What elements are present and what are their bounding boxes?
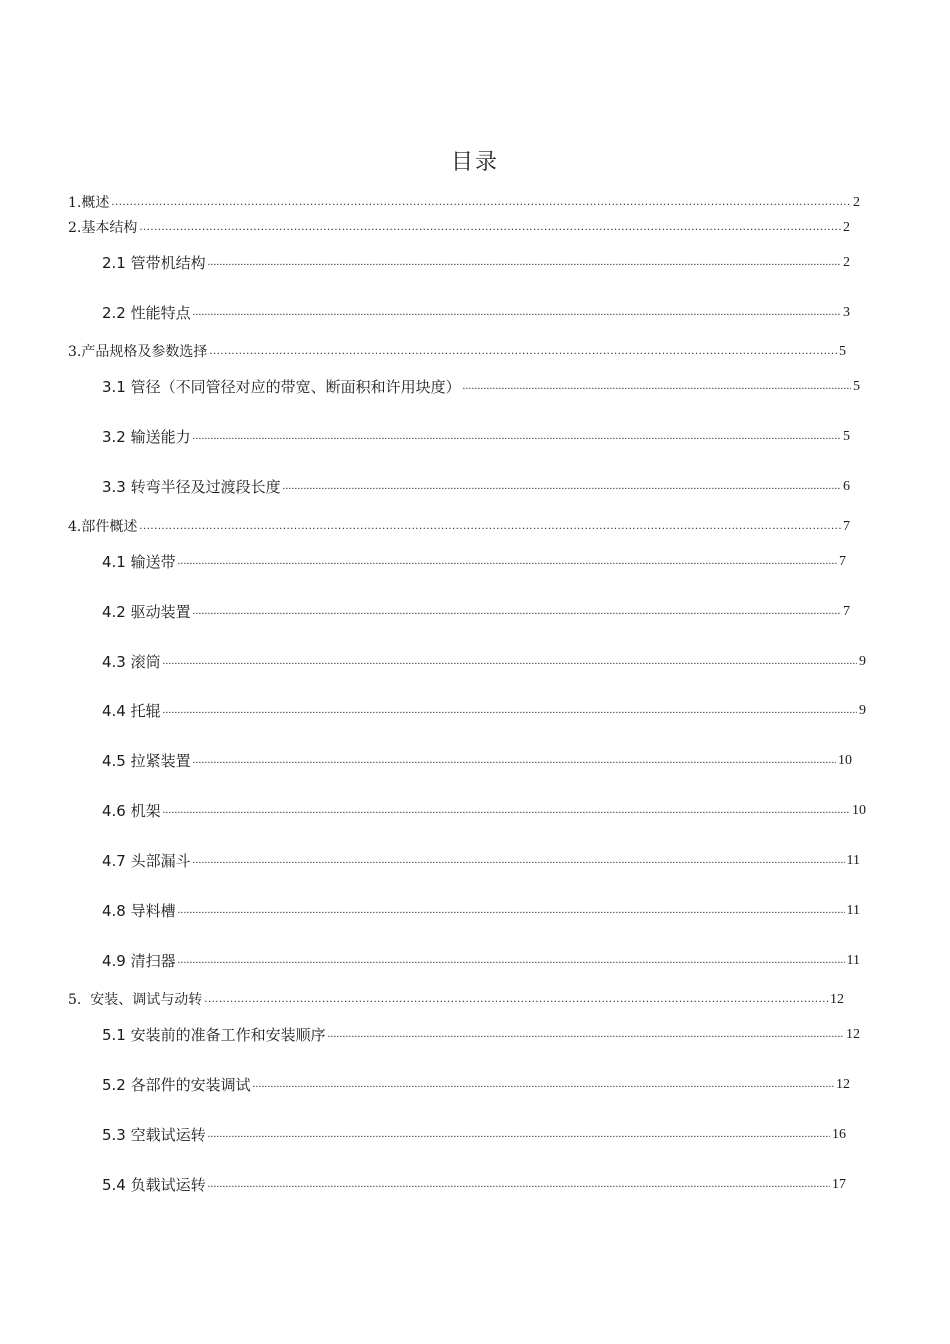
dot-leader xyxy=(208,1174,830,1196)
toc-entry-page: 3 xyxy=(843,305,850,320)
toc-entry-page: 7 xyxy=(839,554,846,569)
toc-entry-label: 5.2 各部件的安装调试 xyxy=(102,1076,251,1094)
toc-entry-4-3[interactable] xyxy=(102,651,866,673)
dot-leader xyxy=(328,1024,844,1046)
toc-entry-label: 3.1 管径（不同管径对应的带宽、断面积和许用块度） xyxy=(102,378,461,396)
dot-leader xyxy=(209,342,837,362)
toc-entry-4-4[interactable] xyxy=(102,700,866,722)
toc-entry-5-2[interactable] xyxy=(102,1074,850,1096)
toc-entry-3[interactable] xyxy=(68,342,846,362)
toc-entry-label: 3.产品规格及参数选择 xyxy=(68,344,208,360)
toc-entry-page: 6 xyxy=(843,479,850,494)
toc-entry-5-4[interactable] xyxy=(102,1174,846,1196)
toc-entry-label: 5. 安装、调试与动转 xyxy=(68,992,203,1008)
toc-entry-page: 5 xyxy=(839,344,846,359)
toc-entry-page: 17 xyxy=(832,1177,846,1192)
toc-entry-page: 11 xyxy=(846,953,860,968)
dot-leader xyxy=(208,1124,830,1146)
page-title: 目录 xyxy=(450,150,499,175)
toc-entry-page: 11 xyxy=(846,903,860,918)
toc-entry-1[interactable] xyxy=(68,193,860,213)
toc-entry-4-9[interactable] xyxy=(102,950,860,972)
dot-leader xyxy=(163,800,850,822)
toc-entry-label: 4.3 滚筒 xyxy=(102,653,161,671)
toc-entry-page: 5 xyxy=(853,379,860,394)
dot-leader xyxy=(204,990,828,1010)
dot-leader xyxy=(193,750,836,772)
toc-entry-label: 3.2 输送能力 xyxy=(102,428,191,446)
toc-entry-page: 7 xyxy=(843,519,850,534)
dot-leader xyxy=(139,517,841,537)
toc-entry-page: 2 xyxy=(843,255,850,270)
toc-entry-5-1[interactable] xyxy=(102,1024,860,1046)
dot-leader xyxy=(193,302,841,324)
toc-entry-4-2[interactable] xyxy=(102,601,850,623)
dot-leader xyxy=(178,551,837,573)
toc-entry-label: 1.概述 xyxy=(68,195,110,211)
toc-entry-page: 10 xyxy=(852,803,866,818)
toc-entry-label: 4.部件概述 xyxy=(68,519,138,535)
toc-entry-page: 10 xyxy=(838,753,852,768)
toc-entry-label: 4.6 机架 xyxy=(102,802,161,820)
dot-leader xyxy=(193,601,841,623)
toc-entry-label: 4.4 托辊 xyxy=(102,702,161,720)
toc-entry-4-6[interactable] xyxy=(102,800,866,822)
toc-entry-label: 4.5 拉紧装置 xyxy=(102,752,191,770)
dot-leader xyxy=(163,700,857,722)
toc-entry-label: 4.8 导料槽 xyxy=(102,902,176,920)
dot-leader xyxy=(178,900,845,922)
dot-leader xyxy=(193,426,841,448)
toc-entry-page: 12 xyxy=(846,1027,860,1042)
toc-entry-label: 2.2 性能特点 xyxy=(102,304,191,322)
toc-entry-label: 2.基本结构 xyxy=(68,220,138,236)
dot-leader xyxy=(463,376,851,398)
toc-entry-label: 4.1 输送带 xyxy=(102,553,176,571)
toc-entry-4-1[interactable] xyxy=(102,551,846,573)
dot-leader xyxy=(139,218,841,238)
toc-entry-label: 5.1 安装前的准备工作和安装顺序 xyxy=(102,1026,326,1044)
toc-entry-page: 5 xyxy=(843,429,850,444)
toc-entry-5-3[interactable] xyxy=(102,1124,846,1146)
toc-entry-4[interactable] xyxy=(68,517,850,537)
dot-leader xyxy=(208,252,841,274)
toc-entry-4-7[interactable] xyxy=(102,850,860,872)
toc-entry-page: 9 xyxy=(859,703,866,718)
dot-leader xyxy=(163,651,857,673)
toc-entry-3-2[interactable] xyxy=(102,426,850,448)
toc-entry-label: 4.7 头部漏斗 xyxy=(102,852,191,870)
toc-entry-4-5[interactable] xyxy=(102,750,852,772)
toc-entry-page: 11 xyxy=(846,853,860,868)
toc-entry-page: 12 xyxy=(836,1077,850,1092)
toc-entry-label: 4.9 清扫器 xyxy=(102,952,176,970)
dot-leader xyxy=(253,1074,834,1096)
dot-leader xyxy=(283,476,841,498)
toc-entry-label: 5.3 空载试运转 xyxy=(102,1126,206,1144)
dot-leader xyxy=(193,850,845,872)
dot-leader xyxy=(111,193,851,213)
toc-entry-2-1[interactable] xyxy=(102,252,850,274)
toc-entry-2[interactable] xyxy=(68,218,850,238)
dot-leader xyxy=(178,950,845,972)
toc-entry-4-8[interactable] xyxy=(102,900,860,922)
toc-entry-3-1[interactable] xyxy=(102,376,860,398)
toc-entry-page: 9 xyxy=(859,654,866,669)
toc-entry-page: 2 xyxy=(853,195,860,210)
toc-entry-page: 12 xyxy=(830,992,844,1007)
toc-entry-label: 4.2 驱动装置 xyxy=(102,603,191,621)
toc-entry-3-3[interactable] xyxy=(102,476,850,498)
toc-entry-page: 7 xyxy=(843,604,850,619)
toc-entry-label: 5.4 负载试运转 xyxy=(102,1176,206,1194)
toc-entry-page: 2 xyxy=(843,220,850,235)
toc-entry-label: 3.3 转弯半径及过渡段长度 xyxy=(102,478,281,496)
toc-entry-label: 2.1 管带机结构 xyxy=(102,254,206,272)
toc-entry-5[interactable] xyxy=(68,990,844,1010)
toc-entry-2-2[interactable] xyxy=(102,302,850,324)
toc-entry-page: 16 xyxy=(832,1127,846,1142)
